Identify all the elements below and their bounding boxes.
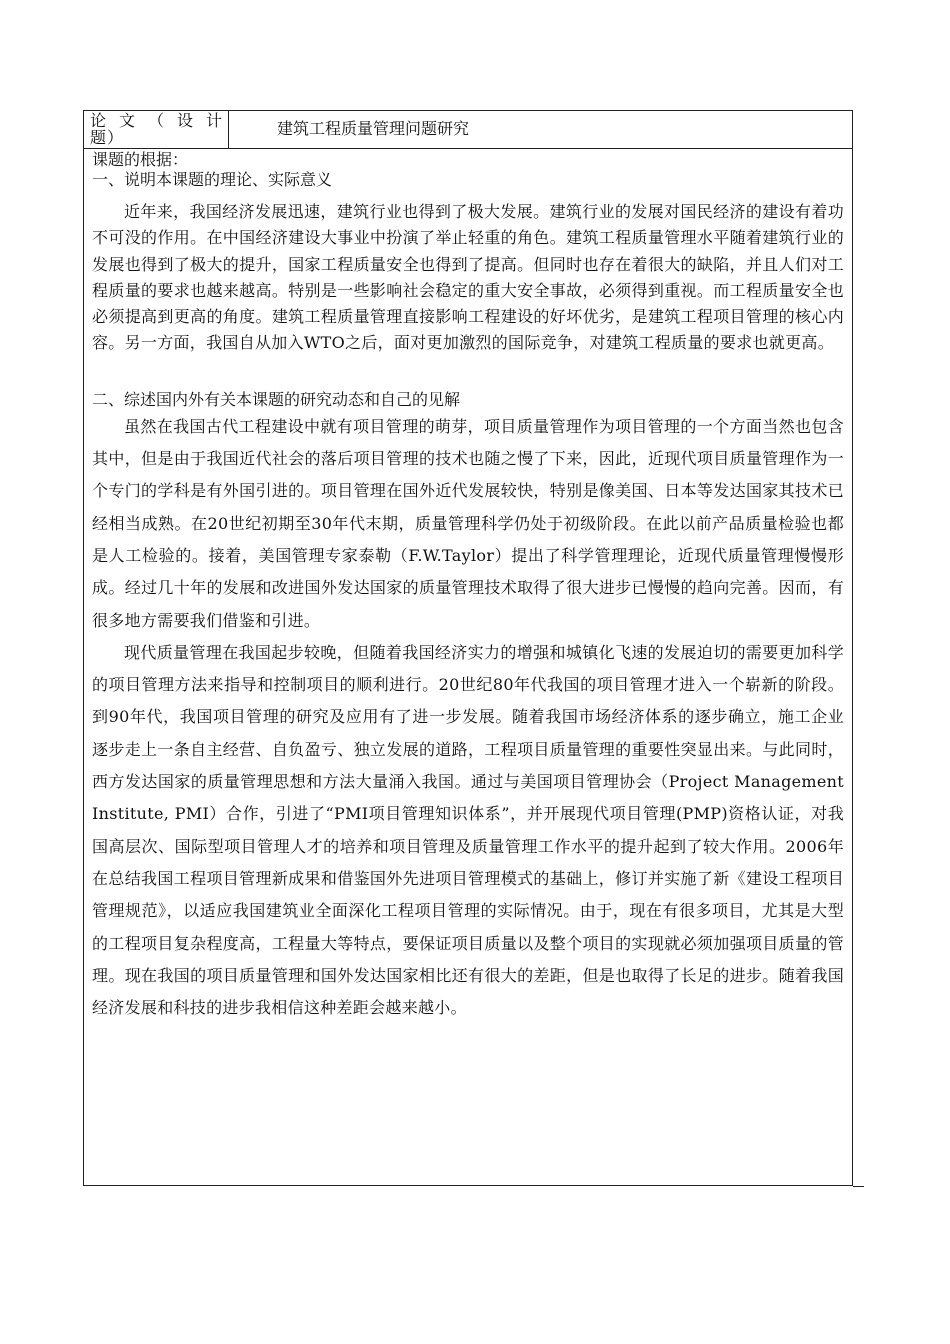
section1-paragraph: 近年来，我国经济发展迅速，建筑行业也得到了极大发展。建筑行业的发展对国民经济的建设有着功不可没的作用。在中国经济建设大事业中扮演了举止轻重的角色。建筑工程质量管理水平随着建筑行业的发展也得到了极大的提升，国家工程质量安全也得到了提高。但同时也存在着很大的缺陷，并且人们对工程质量的要求也越来越高。特别是一些影响社会稳定的重大安全事故，必须得到重视。而工程质量安全也必须提高到更高的角度。建筑工程质量管理直接影响工程建设的好坏优劣，是建筑工程项目管理的核心内容。另一方面，我国自从加入WTO之后，面对更加激烈的国际竞争，对建筑工程质量的要求也就更高。: [92, 202, 844, 353]
thesis-title-label-line2: 题）: [90, 128, 125, 147]
thesis-title-label-line1: 论文（设计: [90, 111, 223, 130]
thesis-title: 建筑工程质量管理问题研究: [277, 119, 470, 138]
basis-cell: [84, 149, 852, 1024]
proposal-form-table: [83, 110, 853, 1186]
header-row: [84, 111, 852, 149]
section2-heading: 二、综述国内外有关本课题的研究动态和自己的见解: [92, 389, 461, 409]
section2-paragraph-1: 虽然在我国古代工程建设中就有项目管理的萌芽，项目质量管理作为项目管理的一个方面当然也包含其中，但是由于我国近代社会的落后项目管理的技术也随之慢了下来，因此，近现代项目质量管理作为一个专门的学科是有外国引进的。项目管理在国外近代发展较快，特别是像美国、日本等发达国家其技术已经相当成熟。在20世纪初期至30年代末期，质量管理科学仍处于初级阶段。在此以前产品质量检验也都是人工检验的。接着，美国管理专家泰勒（F.W.Taylor）提出了科学管理理论，近现代质量管理慢慢形成。经过几十年的发展和改进国外发达国家的质量管理技术取得了很大进步已慢慢的趋向完善。因而，有很多地方需要我们借鉴和引进。: [92, 416, 844, 630]
table-edge-mark: [853, 1186, 864, 1187]
basis-label: 课题的根据：: [92, 150, 189, 169]
section1-heading: 一、说明本课题的理论、实际意义: [92, 170, 333, 189]
thesis-title-label: [84, 111, 229, 148]
section2-paragraph-2: 现代质量管理在我国起步较晚，但随着我国经济实力的增强和城镇化飞速的发展迫切的需要更加科学的项目管理方法来指导和控制项目的顺利进行。20世纪80年代我国的项目管理才进入一个崭新的阶段。到90年代，我国项目管理的研究及应用有了进一步发展。随着我国市场经济体系的逐步确立，施工企业逐步走上一条自主经营、自负盈亏、独立发展的道路，工程项目质量管理的重要性突显出来。与此同时，西方发达国家的质量管理思想和方法大量涌入我国。通过与美国项目管理协会（Project Management Institute, PMI）合作，引进了“PMI项目管理知识体系”，并开展现代项目管理(PMP)资格认证，对我国高层次、国际型项目管理人才的培养和项目管理及质量管理工作水平的提升起到了较大作用。2006年在总结我国工程项目管理新成果和借鉴国外先进项目管理模式的基础上，修订并实施了新《建设工程项目管理规范》，以适应我国建筑业全面深化工程项目管理的实际情况。由于，现在有很多项目，尤其是大型的工程项目复杂程度高，工程量大等特点，要保证项目质量以及整个项目的实现就必须加强项目质量的管理。现在我国的项目质量管理和国外发达国家相比还有很大的差距，但是也取得了长足的进步。随着我国经济发展和科技的进步我相信这种差距会越来越小。: [92, 642, 844, 1018]
